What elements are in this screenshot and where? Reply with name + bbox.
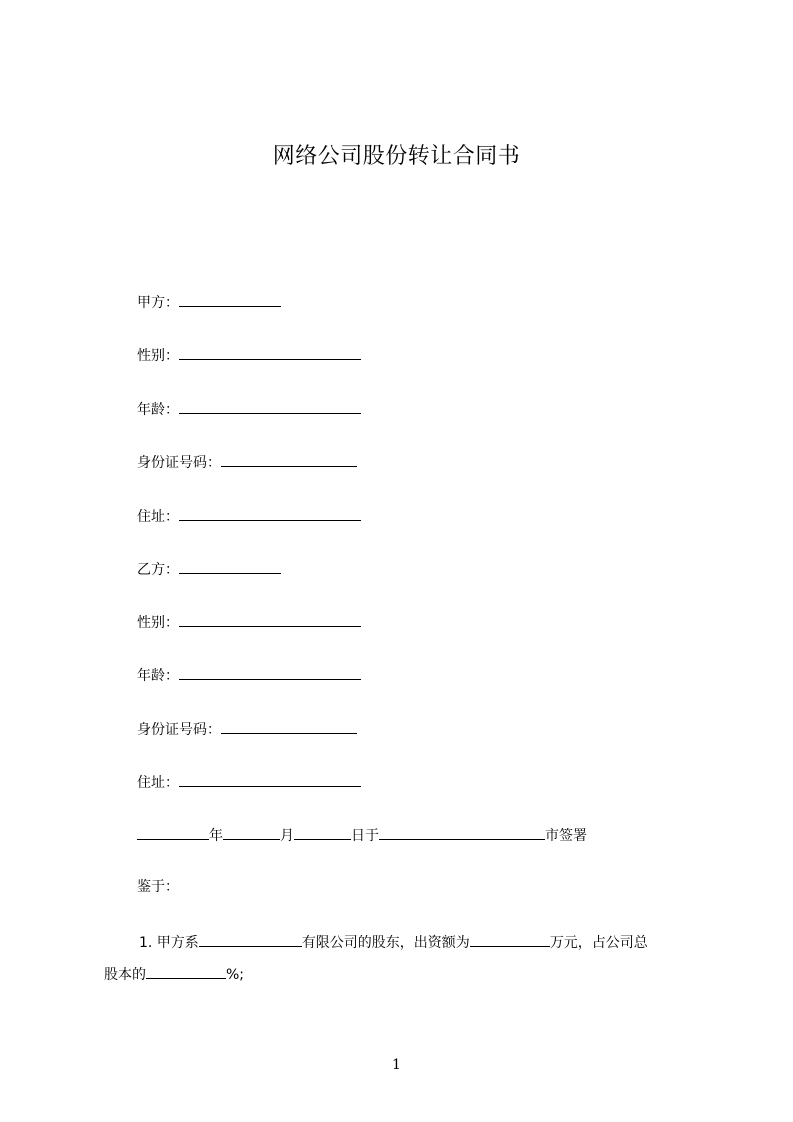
party-b-blank[interactable] [179, 558, 281, 574]
party-a-age-row [137, 398, 361, 420]
clause-1-line-2 [104, 963, 704, 995]
whereas-heading: 鉴于： [137, 879, 179, 895]
clause-1-company-text: 有限公司的股东，出资额为 [301, 935, 470, 951]
page-number: 1 [392, 1057, 401, 1073]
party-a-age-label: 年龄： [137, 402, 179, 418]
signing-date-row [137, 824, 587, 846]
party-b-gender-blank[interactable] [179, 611, 361, 627]
month-label: 月 [280, 828, 294, 844]
party-a-gender-label: 性别： [137, 348, 179, 364]
year-label: 年 [209, 828, 223, 844]
party-a-gender-row [137, 344, 361, 366]
party-a-label: 甲方： [137, 295, 179, 311]
city-blank[interactable] [379, 824, 545, 840]
clause-1-amount-text: 万元，占公司总 [549, 935, 648, 951]
party-b-label: 乙方： [137, 562, 179, 578]
clause-1-line2-suffix: %; [226, 967, 245, 983]
capital-amount-blank[interactable] [470, 931, 550, 947]
share-percent-blank[interactable] [146, 963, 226, 979]
party-b-address-row [137, 771, 361, 793]
party-b-age-label: 年龄： [137, 668, 179, 684]
party-a-address-blank[interactable] [179, 505, 361, 521]
month-blank[interactable] [223, 824, 280, 840]
party-b-age-row [137, 664, 361, 686]
day-blank[interactable] [294, 824, 351, 840]
party-b-gender-row [137, 611, 361, 633]
party-a-address-row [137, 505, 361, 527]
party-b-address-blank[interactable] [179, 771, 361, 787]
party-b-id-label: 身份证号码： [137, 722, 221, 738]
party-b-id-blank[interactable] [221, 718, 357, 734]
day-at-label: 日于 [351, 828, 379, 844]
clause-1-prefix: 1. 甲方系 [139, 935, 199, 951]
party-a-row [137, 291, 281, 313]
party-a-address-label: 住址： [137, 509, 179, 525]
party-b-gender-label: 性别： [137, 615, 179, 631]
party-b-age-blank[interactable] [179, 664, 361, 680]
party-b-id-row [137, 718, 357, 740]
party-a-age-blank[interactable] [179, 398, 361, 414]
party-b-row [137, 558, 281, 580]
signed-label: 市签署 [545, 828, 587, 844]
party-a-blank[interactable] [179, 291, 281, 307]
year-blank[interactable] [137, 824, 209, 840]
party-a-id-blank[interactable] [221, 451, 357, 467]
clause-1 [104, 931, 704, 995]
party-a-gender-blank[interactable] [179, 344, 361, 360]
company-name-blank[interactable] [199, 931, 302, 947]
clause-1-line-1 [104, 931, 704, 963]
party-b-address-label: 住址： [137, 775, 179, 791]
party-a-id-label: 身份证号码： [137, 455, 221, 471]
party-a-id-row [137, 451, 357, 473]
document-title: 网络公司股份转让合同书 [272, 144, 521, 169]
clause-1-line2-prefix: 股本的 [104, 967, 146, 983]
